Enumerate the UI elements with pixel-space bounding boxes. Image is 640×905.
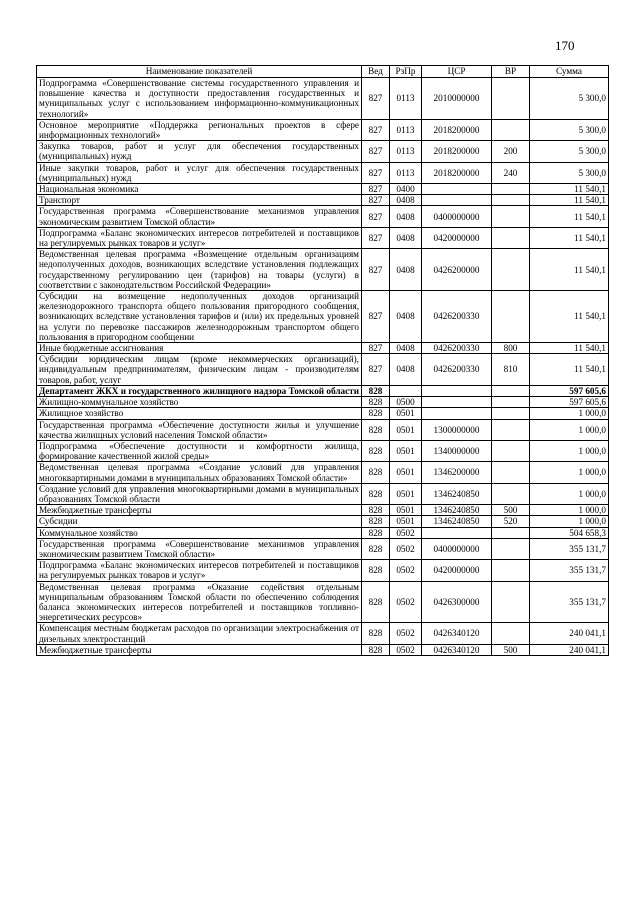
cell-sum: 1 000,0 (530, 516, 609, 527)
cell-csr (422, 397, 492, 408)
cell-ved: 827 (362, 291, 390, 343)
cell-name: Закупка товаров, работ и услуг для обеспечения государственных (муниципальных) нужд (37, 141, 362, 162)
cell-vr (492, 397, 530, 408)
cell-name: Ведомственная целевая программа «Возмещение отдельным организациям недополученных доходов, возникающих вследствие установления подлежащих государственному регулированию цен (тарифов) на товары (услуги) в соответствии с законодательством Российской Федерации» (37, 249, 362, 291)
cell-name: Государственная программа «Обеспечение доступности жилья и улучшение качества жилищных условий населения Томской области» (37, 419, 362, 440)
cell-rzpr: 0502 (390, 623, 422, 644)
cell-vr (492, 184, 530, 195)
cell-csr: 0426200330 (422, 354, 492, 386)
cell-sum: 11 540,1 (530, 195, 609, 206)
cell-vr (492, 408, 530, 419)
cell-ved: 828 (362, 462, 390, 483)
cell-sum: 1 000,0 (530, 408, 609, 419)
table-row (37, 354, 609, 386)
cell-ved: 828 (362, 644, 390, 655)
table-row (37, 227, 609, 248)
header-csr: ЦСР (422, 66, 492, 78)
table-row (37, 419, 609, 440)
page-number: 170 (555, 38, 575, 53)
cell-rzpr: 0113 (390, 78, 422, 120)
cell-sum: 11 540,1 (530, 184, 609, 195)
cell-sum: 355 131,7 (530, 538, 609, 559)
cell-csr: 1340000000 (422, 440, 492, 461)
cell-sum: 5 300,0 (530, 141, 609, 162)
cell-csr: 0426200330 (422, 291, 492, 343)
cell-csr: 0426340120 (422, 644, 492, 655)
table-row (37, 184, 609, 195)
header-name: Наименование показателей (37, 66, 362, 78)
cell-csr: 1300000000 (422, 419, 492, 440)
cell-sum: 240 041,1 (530, 644, 609, 655)
cell-vr (492, 440, 530, 461)
cell-vr: 800 (492, 343, 530, 354)
cell-name: Департамент ЖКХ и государственного жилищного надзора Томской области (37, 385, 362, 396)
cell-csr: 1346240850 (422, 516, 492, 527)
cell-rzpr: 0408 (390, 291, 422, 343)
cell-rzpr: 0408 (390, 227, 422, 248)
cell-sum: 1 000,0 (530, 462, 609, 483)
cell-sum: 5 300,0 (530, 162, 609, 183)
table-row (37, 78, 609, 120)
header-rzpr: РзПр (390, 66, 422, 78)
cell-sum: 11 540,1 (530, 206, 609, 227)
cell-rzpr: 0113 (390, 141, 422, 162)
cell-rzpr: 0400 (390, 184, 422, 195)
cell-sum: 355 131,7 (530, 581, 609, 623)
cell-rzpr: 0501 (390, 419, 422, 440)
cell-sum: 1 000,0 (530, 483, 609, 504)
cell-ved: 828 (362, 560, 390, 581)
cell-sum: 5 300,0 (530, 78, 609, 120)
table-row (37, 644, 609, 655)
cell-csr: 1346200000 (422, 462, 492, 483)
cell-rzpr: 0501 (390, 483, 422, 504)
cell-ved: 827 (362, 206, 390, 227)
cell-vr (492, 483, 530, 504)
cell-name: Жилищно-коммунальное хозяйство (37, 397, 362, 408)
table-row (37, 206, 609, 227)
cell-name: Коммунальное хозяйство (37, 527, 362, 538)
cell-ved: 828 (362, 419, 390, 440)
cell-ved: 828 (362, 505, 390, 516)
table-row (37, 462, 609, 483)
cell-name: Иные бюджетные ассигнования (37, 343, 362, 354)
cell-ved: 828 (362, 623, 390, 644)
cell-rzpr: 0113 (390, 162, 422, 183)
cell-rzpr: 0502 (390, 527, 422, 538)
cell-rzpr: 0502 (390, 560, 422, 581)
cell-sum: 5 300,0 (530, 119, 609, 140)
cell-csr: 0400000000 (422, 206, 492, 227)
cell-ved: 827 (362, 354, 390, 386)
cell-vr (492, 527, 530, 538)
cell-vr (492, 538, 530, 559)
cell-sum: 240 041,1 (530, 623, 609, 644)
cell-ved: 827 (362, 227, 390, 248)
cell-ved: 828 (362, 581, 390, 623)
cell-rzpr: 0408 (390, 249, 422, 291)
cell-name: Субсидии на возмещение недополученных доходов организаций железнодорожного транспорта общего пользования пригородного сообщения, возникающих вследствие установления тарифов и (или) их предельных уровней на услуги по перевозке пассажиров железнодорожным транспортом общего пользования в пригородном сообщении (37, 291, 362, 343)
cell-csr: 2018200000 (422, 141, 492, 162)
cell-vr (492, 227, 530, 248)
cell-sum: 504 658,3 (530, 527, 609, 538)
cell-ved: 827 (362, 184, 390, 195)
table-row (37, 249, 609, 291)
cell-name: Подпрограмма «Обеспечение доступности и комфортности жилища, формирование качественной жилой среды» (37, 440, 362, 461)
cell-ved: 827 (362, 249, 390, 291)
table-row (37, 162, 609, 183)
table-row (37, 291, 609, 343)
cell-vr (492, 195, 530, 206)
cell-rzpr: 0501 (390, 462, 422, 483)
table-row (37, 483, 609, 504)
cell-ved: 828 (362, 397, 390, 408)
table-header-row (37, 66, 609, 78)
cell-vr: 500 (492, 644, 530, 655)
cell-sum: 1 000,0 (530, 505, 609, 516)
cell-name: Жилищное хозяйство (37, 408, 362, 419)
cell-sum: 597 605,6 (530, 397, 609, 408)
cell-name: Иные закупки товаров, работ и услуг для обеспечения государственных (муниципальных) нужд (37, 162, 362, 183)
cell-sum: 11 540,1 (530, 343, 609, 354)
cell-rzpr: 0502 (390, 538, 422, 559)
cell-csr: 1346240850 (422, 483, 492, 504)
cell-ved: 828 (362, 440, 390, 461)
cell-ved: 828 (362, 516, 390, 527)
cell-vr (492, 581, 530, 623)
cell-name: Субсидии юридическим лицам (кроме некоммерческих организаций), индивидуальным предпринимателям, физическим лицам - производителям товаров, работ, услуг (37, 354, 362, 386)
cell-sum: 597 605,6 (530, 385, 609, 396)
budget-table (36, 65, 609, 656)
table-row (37, 581, 609, 623)
cell-name: Субсидии (37, 516, 362, 527)
cell-ved: 828 (362, 408, 390, 419)
cell-ved: 828 (362, 385, 390, 396)
cell-name: Межбюджетные трансферты (37, 644, 362, 655)
cell-name: Подпрограмма «Баланс экономических интересов потребителей и поставщиков на регулируемых рынках товаров и услуг» (37, 227, 362, 248)
cell-ved: 827 (362, 78, 390, 120)
cell-rzpr: 0408 (390, 206, 422, 227)
cell-rzpr: 0408 (390, 195, 422, 206)
cell-vr: 810 (492, 354, 530, 386)
cell-name: Национальная экономика (37, 184, 362, 195)
table-body (37, 78, 609, 656)
cell-rzpr: 0408 (390, 343, 422, 354)
cell-ved: 828 (362, 538, 390, 559)
table-row (37, 397, 609, 408)
cell-csr: 1346240850 (422, 505, 492, 516)
table-row (37, 408, 609, 419)
cell-csr (422, 408, 492, 419)
cell-name: Подпрограмма «Совершенствование системы государственного управления и повышение качества и доступности предоставления государственных и муниципальных услуг с использованием информационно-коммуникационных технологий» (37, 78, 362, 120)
cell-csr: 2018200000 (422, 119, 492, 140)
table-row (37, 343, 609, 354)
cell-name: Создание условий для управления многоквартирными домами в муниципальных образованиях Томской области (37, 483, 362, 504)
cell-name: Государственная программа «Совершенствование механизмов управления экономическим развитием Томской области» (37, 538, 362, 559)
cell-csr: 0420000000 (422, 227, 492, 248)
cell-rzpr: 0502 (390, 644, 422, 655)
cell-csr: 0426200330 (422, 343, 492, 354)
table-row (37, 538, 609, 559)
table-row (37, 516, 609, 527)
table-row (37, 440, 609, 461)
cell-csr: 0420000000 (422, 560, 492, 581)
cell-vr (492, 206, 530, 227)
cell-vr (492, 623, 530, 644)
cell-rzpr: 0408 (390, 354, 422, 386)
cell-name: Компенсация местным бюджетам расходов по организации электроснабжения от дизельных электростанций (37, 623, 362, 644)
table-row (37, 195, 609, 206)
cell-vr (492, 78, 530, 120)
cell-sum: 1 000,0 (530, 419, 609, 440)
cell-csr: 0400000000 (422, 538, 492, 559)
cell-rzpr: 0113 (390, 119, 422, 140)
cell-vr (492, 385, 530, 396)
cell-ved: 828 (362, 527, 390, 538)
cell-csr: 2018200000 (422, 162, 492, 183)
cell-name: Транспорт (37, 195, 362, 206)
cell-rzpr (390, 385, 422, 396)
cell-name: Государственная программа «Совершенствование механизмов управления экономическим развитием Томской области» (37, 206, 362, 227)
cell-csr: 0426200000 (422, 249, 492, 291)
cell-vr: 520 (492, 516, 530, 527)
cell-rzpr: 0501 (390, 440, 422, 461)
cell-vr (492, 419, 530, 440)
cell-ved: 827 (362, 195, 390, 206)
cell-sum: 11 540,1 (530, 227, 609, 248)
cell-vr (492, 462, 530, 483)
table-row (37, 527, 609, 538)
cell-vr (492, 291, 530, 343)
cell-vr (492, 560, 530, 581)
table-row (37, 119, 609, 140)
cell-sum: 11 540,1 (530, 249, 609, 291)
table-row (37, 385, 609, 396)
cell-csr: 0426340120 (422, 623, 492, 644)
cell-ved: 827 (362, 343, 390, 354)
cell-vr: 240 (492, 162, 530, 183)
cell-name: Межбюджетные трансферты (37, 505, 362, 516)
table-row (37, 141, 609, 162)
cell-name: Ведомственная целевая программа «Создание условий для управления многоквартирными домами в муниципальных образованиях Томской области» (37, 462, 362, 483)
cell-ved: 827 (362, 162, 390, 183)
cell-vr (492, 119, 530, 140)
cell-sum: 1 000,0 (530, 440, 609, 461)
cell-sum: 11 540,1 (530, 291, 609, 343)
cell-ved: 827 (362, 119, 390, 140)
cell-csr: 2010000000 (422, 78, 492, 120)
table-row (37, 623, 609, 644)
cell-csr: 0426300000 (422, 581, 492, 623)
cell-name: Основное мероприятие «Поддержка региональных проектов в сфере информационных технологий» (37, 119, 362, 140)
cell-vr: 200 (492, 141, 530, 162)
cell-name: Подпрограмма «Баланс экономических интересов потребителей и поставщиков на регулируемых рынках товаров и услуг» (37, 560, 362, 581)
table-row (37, 505, 609, 516)
cell-rzpr: 0501 (390, 408, 422, 419)
table-row (37, 560, 609, 581)
header-ved: Вед (362, 66, 390, 78)
cell-sum: 355 131,7 (530, 560, 609, 581)
cell-sum: 11 540,1 (530, 354, 609, 386)
cell-ved: 828 (362, 483, 390, 504)
cell-csr (422, 195, 492, 206)
cell-csr (422, 527, 492, 538)
cell-rzpr: 0501 (390, 516, 422, 527)
header-sum: Сумма (530, 66, 609, 78)
cell-csr (422, 184, 492, 195)
cell-vr: 500 (492, 505, 530, 516)
cell-rzpr: 0500 (390, 397, 422, 408)
cell-rzpr: 0501 (390, 505, 422, 516)
cell-rzpr: 0502 (390, 581, 422, 623)
cell-ved: 827 (362, 141, 390, 162)
cell-vr (492, 249, 530, 291)
cell-name: Ведомственная целевая программа «Оказание содействия отдельным муниципальным образованиям Томской области по обеспечению соблюдения баланса экономических интересов потребителей и поставщиков топливно-энергетических ресурсов» (37, 581, 362, 623)
header-vr: ВР (492, 66, 530, 78)
cell-csr (422, 385, 492, 396)
